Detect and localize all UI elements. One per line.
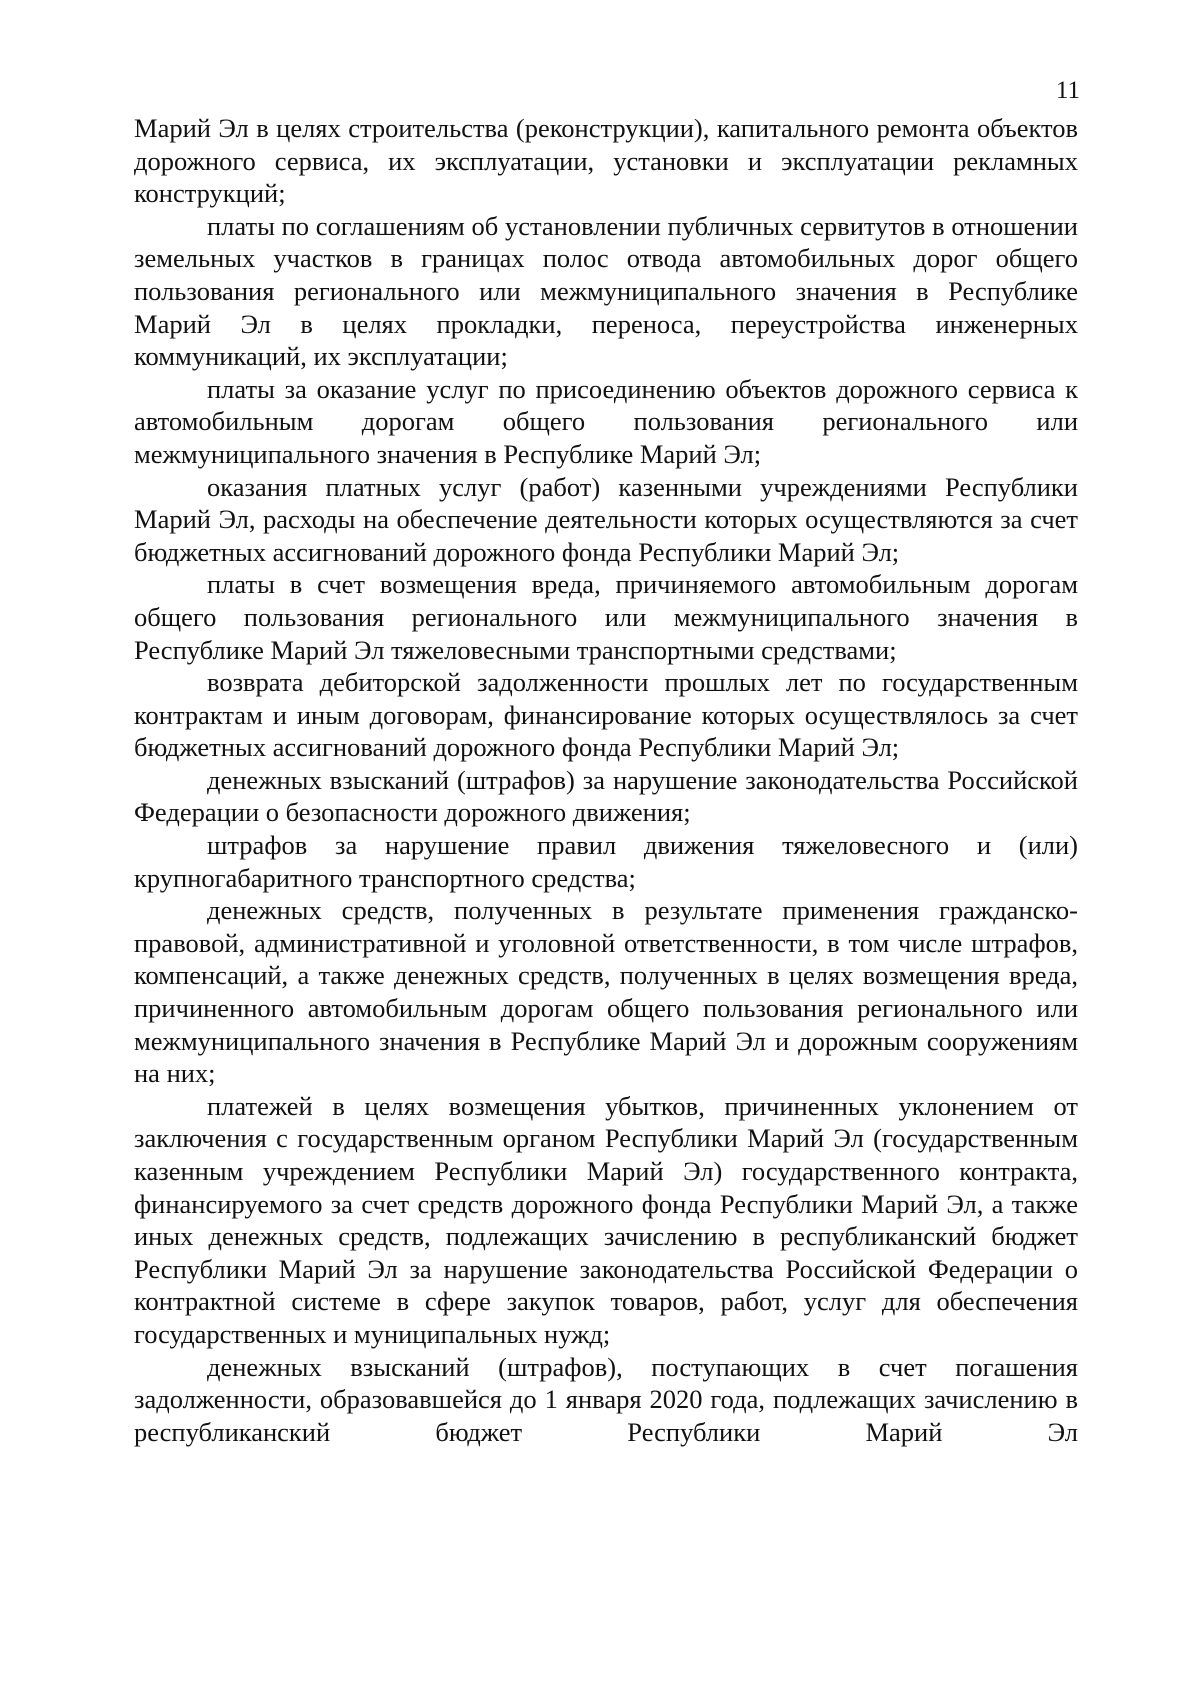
document-body [134,112,1078,1448]
paragraph-contract-losses: платежей в целях возмещения убытков, причиненных уклонением от заключения с государственным органом Республики Марий Эл (государственным казенным учреждением Республики Марий Эл) государственного контракта, финансируемого за счет средств дорожного фонда Республики Марий Эл, а также иных денежных средств, подлежащих зачислению в республиканский бюджет Республики Марий Эл за нарушение законодательства Российской Федерации о контрактной системе в сфере закупок товаров, работ, услуг для обеспечения государственных и муниципальных нужд; [134,1090,1078,1349]
paragraph-heavy-vehicle-damage: платы в счет возмещения вреда, причиняемого автомобильным дорогам общего пользования регионального или межмуниципального значения в Республике Марий Эл тяжеловесными транспортными средствами; [134,569,1078,665]
paragraph-continuation: Марий Эл в целях строительства (реконструкции), капитального ремонта объектов дорожного сервиса, их эксплуатации, установки и эксплуатации рекламных конструкций; [134,113,1078,209]
paragraph-connection-fees: платы за оказание услуг по присоединению объектов дорожного сервиса к автомобильным дорогам общего пользования регионального или межмуниципального значения в Республике Марий Эл; [134,373,1078,469]
paragraph-traffic-fines: денежных взысканий (штрафов) за нарушение законодательства Российской Федерации о безопасности дорожного движения; [134,764,1078,828]
paragraph-paid-services: оказания платных услуг (работ) казенными учреждениями Республики Марий Эл, расходы на обеспечение деятельности которых осуществляются за счет бюджетных ассигнований дорожного фонда Республики Марий Эл; [134,471,1078,567]
paragraph-liability-funds: денежных средств, полученных в результате применения гражданско-правовой, административной и уголовной ответственности, в том числе штрафов, компенсаций, а также денежных средств, полученных в целях возмещения вреда, причиненного автомобильным дорогам общего пользования регионального или межмуниципального значения в Республике Марий Эл и дорожным сооружениям на них; [134,895,1078,1089]
paragraph-receivables-return: возврата дебиторской задолженности прошлых лет по государственным контрактам и иным договорам, финансирование которых осуществлялось за счет бюджетных ассигнований дорожного фонда Республики Марий Эл; [134,667,1078,763]
page-number: 11 [1055,77,1080,104]
paragraph-heavy-transport-fines: штрафов за нарушение правил движения тяжеловесного и (или) крупногабаритного транспортного средства; [134,830,1078,893]
paragraph-debt-fines: денежных взысканий (штрафов), поступающих в счет погашения задолженности, образовавшейся до 1 января 2020 года, подлежащих зачислению в республиканский бюджет Республики Марий Эл [134,1351,1078,1447]
paragraph-easement-fees: платы по соглашениям об установлении публичных сервитутов в отношении земельных участков в границах полос отвода автомобильных дорог общего пользования регионального или межмуниципального значения в Республике Марий Эл в целях прокладки, переноса, переустройства инженерных коммуникаций, их эксплуатации; [134,210,1078,372]
